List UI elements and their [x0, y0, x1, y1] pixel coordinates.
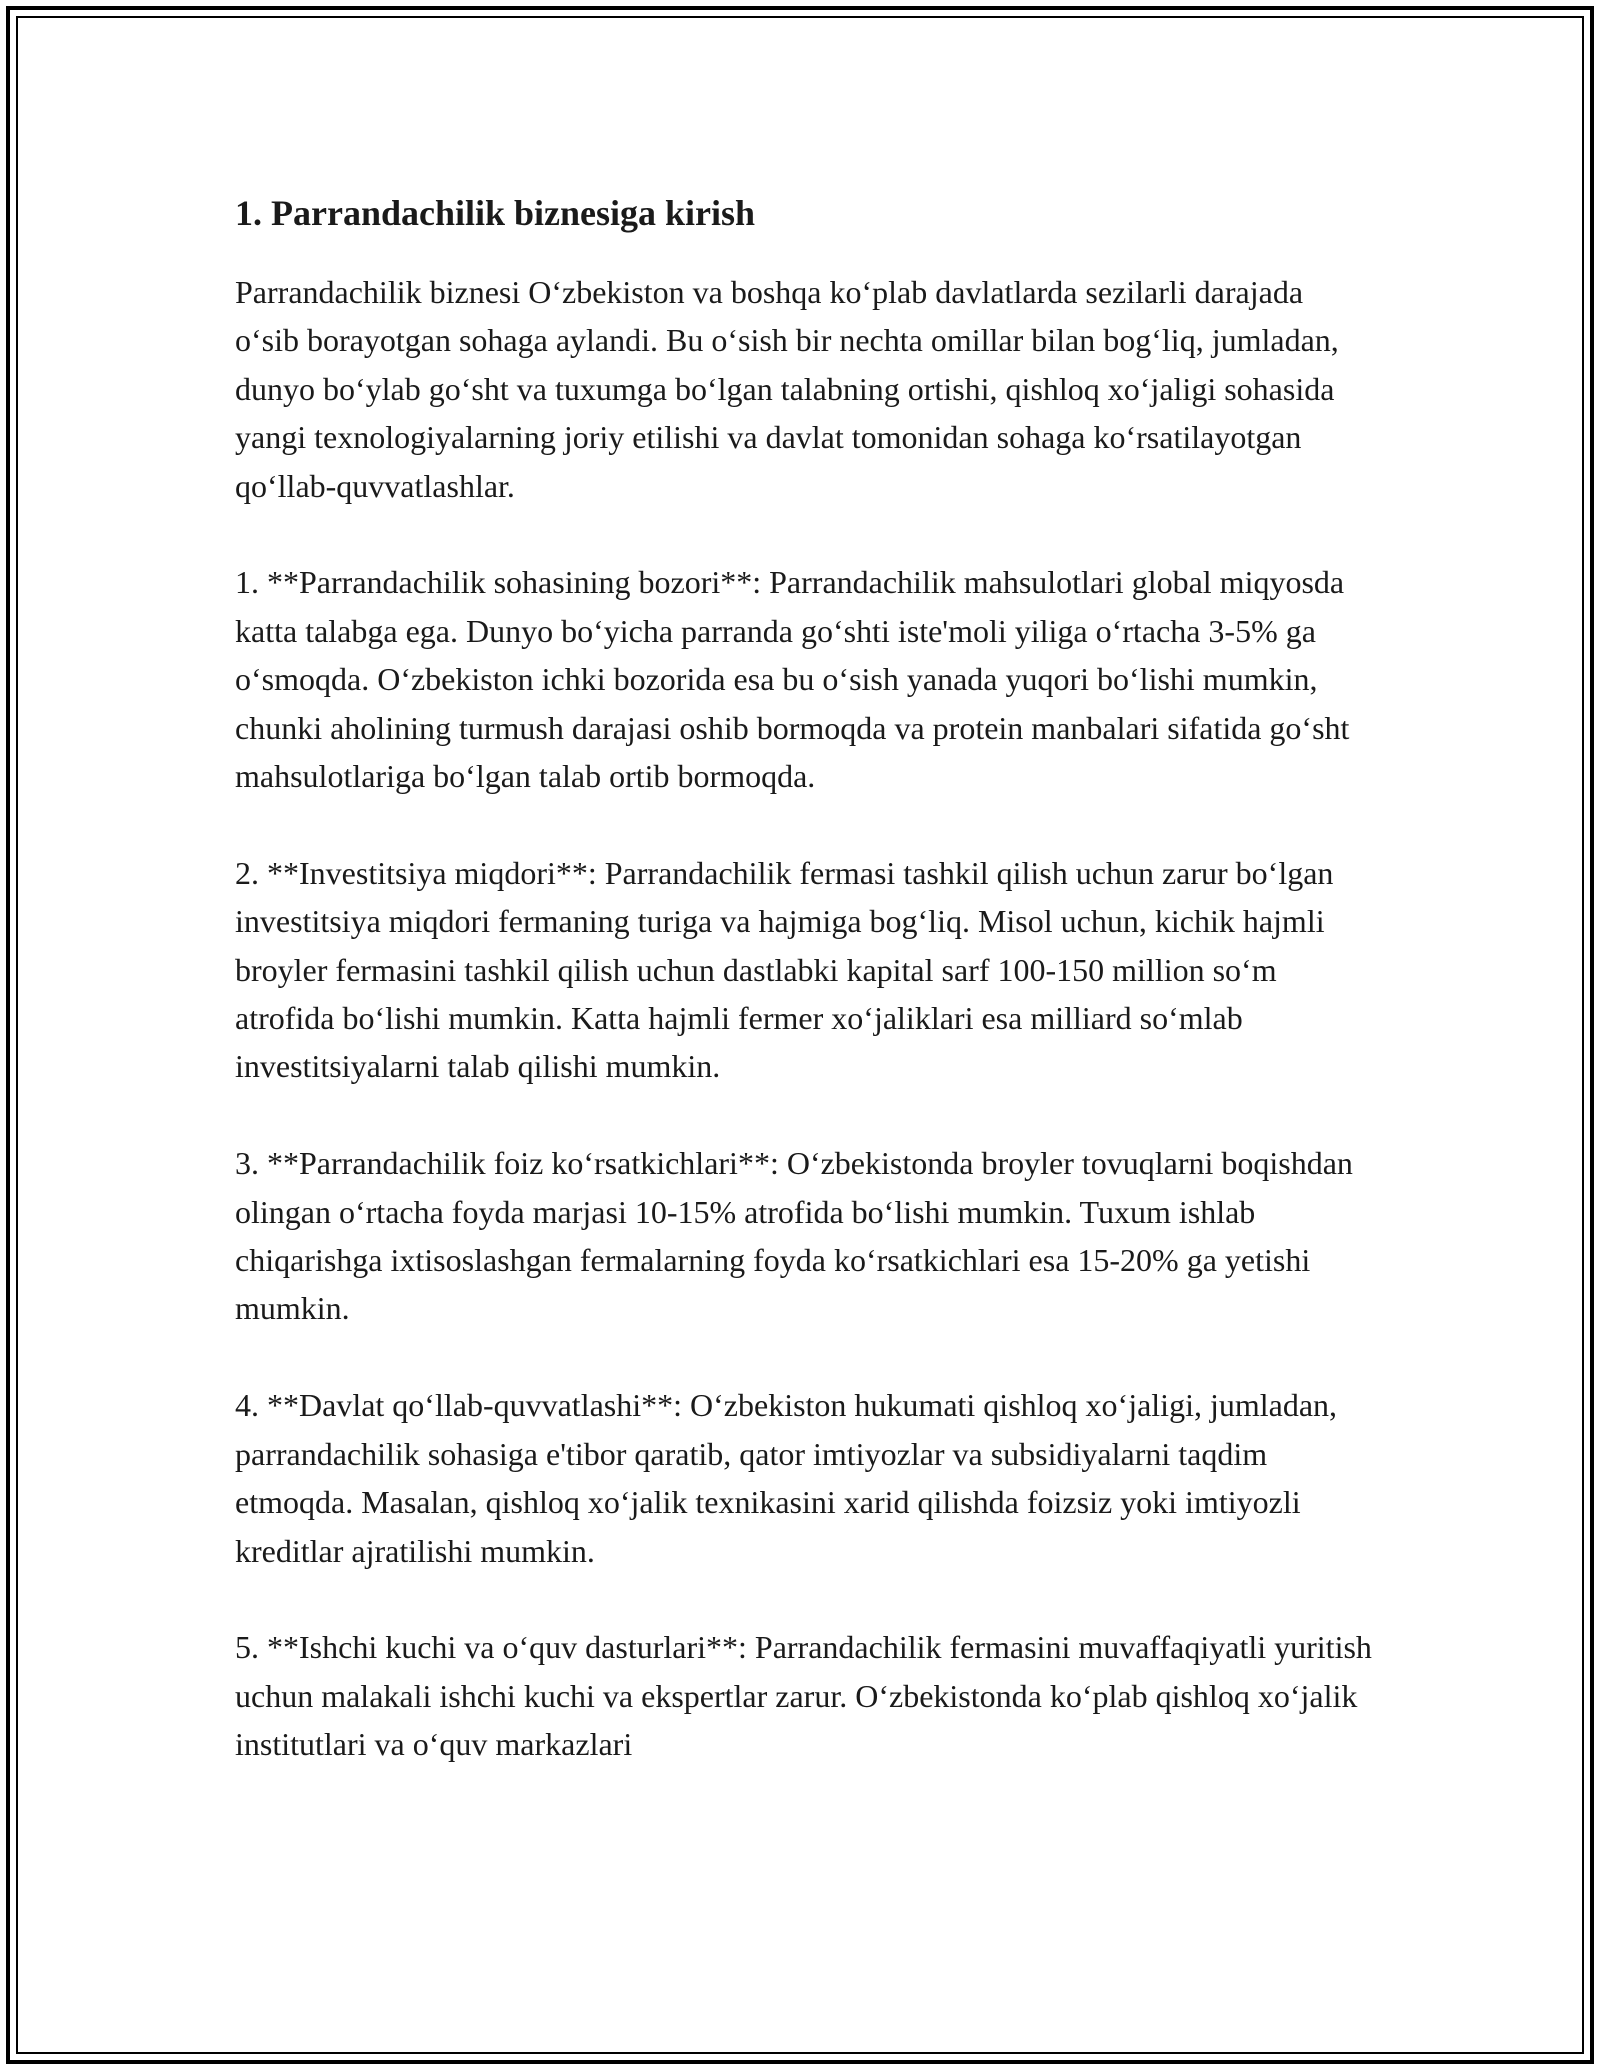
- paragraph-workforce-training: 5. **Ishchi kuchi va o‘quv dasturlari**: Parrandachilik fermasini muvaffaqiyatli yuritish uchun malakali ishchi kuchi va ekspertlar zarur. O‘zbekistonda ko‘plab qishloq xo‘jalik institutlari va o‘quv markazlari: [235, 1629, 1372, 1763]
- section-heading: 1. Parrandachilik biznesiga kirish: [235, 193, 756, 233]
- paragraph-profit-indicators: 3. **Parrandachilik foiz ko‘rsatkichlari**: O‘zbekistonda broyler tovuqlarni boqishdan olingan o‘rtacha foyda marjasi 10-15% atrofida bo‘lishi mumkin. Tuxum ishlab chiqarishga ixtisoslashgan fermalarning foyda ko‘rsatkichlari esa 15-20% ga yetishi mumkin.: [235, 1145, 1353, 1327]
- intro-paragraph: Parrandachilik biznesi O‘zbekiston va boshqa ko‘plab davlatlarda sezilarli darajada o‘sib borayotgan sohaga aylandi. Bu o‘sish bir nechta omillar bilan bog‘liq, jumladan, dunyo bo‘ylab go‘sht va tuxumga bo‘lgan talabning ortishi, qishloq xo‘jaligi sohasida yangi texnologiyalarning joriy etilishi va davlat tomonidan sohaga ko‘rsatilayotgan qo‘llab-quvvatlashlar.: [235, 274, 1339, 504]
- paragraph-investment: 2. **Investitsiya miqdori**: Parrandachilik fermasi tashkil qilish uchun zarur bo‘lgan investitsiya miqdori fermaning turiga va hajmiga bog‘liq. Misol uchun, kichik hajmli broyler fermasini tashkil qilish uchun dastlabki kapital sarf 100-150 million so‘m atrofida bo‘lishi mumkin. Katta hajmli fermer xo‘jaliklari esa milliard so‘mlab investitsiyalarni talab qilishi mumkin.: [235, 854, 1334, 1085]
- paragraph-government-support: 4. **Davlat qo‘llab-quvvatlashi**: O‘zbekiston hukumati qishloq xo‘jaligi, jumladan, parrandachilik sohasiga e'tibor qaratib, qator imtiyozlar va subsidiyalarni taqdim etmoqda. Masalan, qishloq xo‘jalik texnikasini xarid qilishda foizsiz yoki imtiyozli kreditlar ajratilishi mumkin.: [235, 1387, 1338, 1569]
- paragraph-market: 1. **Parrandachilik sohasining bozori**: Parrandachilik mahsulotlari global miqyosda katta talabga ega. Dunyo bo‘yicha parranda go‘shti iste'moli yiliga o‘rtacha 3-5% ga o‘smoqda. O‘zbekiston ichki bozorida esa bu o‘sish yanada yuqori bo‘lishi mumkin, chunki aholining turmush darajasi oshib bormoqda va protein manbalari sifatida go‘sht mahsulotlariga bo‘lgan talab ortib bormoqda.: [235, 564, 1350, 795]
- document-body: [235, 186, 1375, 1817]
